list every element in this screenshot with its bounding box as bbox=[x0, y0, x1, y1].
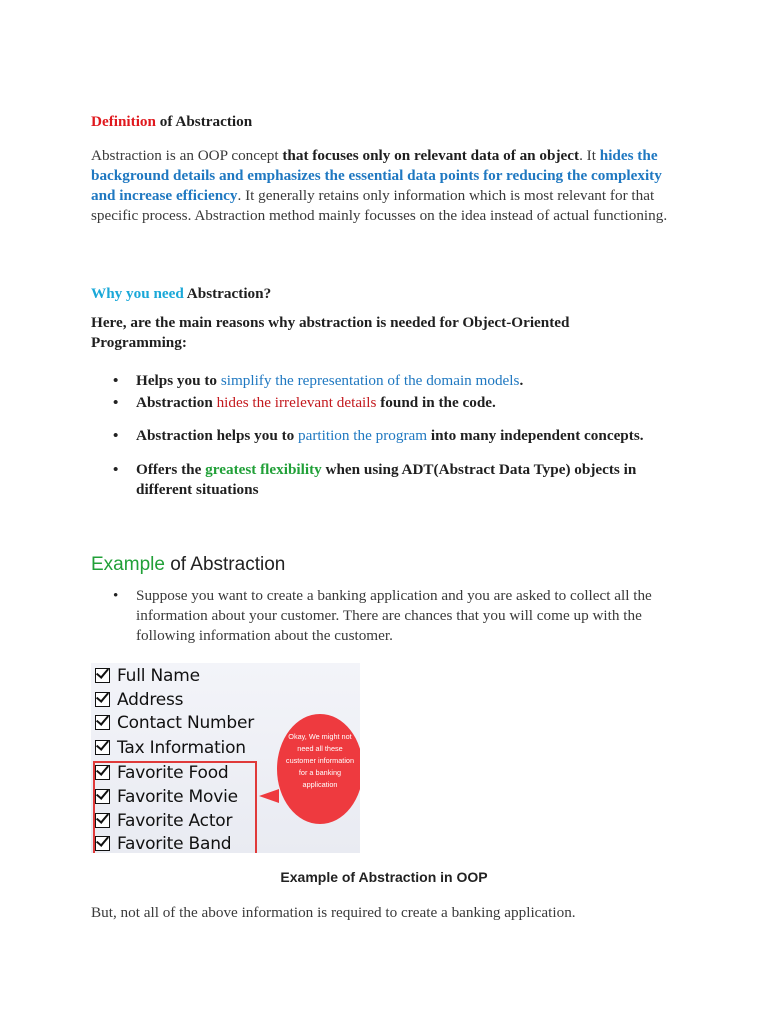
reason-text: Abstraction bbox=[136, 394, 217, 411]
example-list bbox=[91, 586, 677, 646]
definition-paragraph bbox=[91, 146, 671, 226]
example-heading bbox=[91, 555, 671, 575]
reason-highlight: hides the irrelevant details bbox=[216, 394, 377, 411]
figure-caption: Example of Abstraction in OOP bbox=[280, 869, 488, 885]
reason-item bbox=[91, 393, 671, 413]
example-bullet: • Suppose you want to create a banking application and you are asked to collect all the information about your customer. There are chances that you will come up with the following information about the customer. bbox=[91, 586, 677, 646]
definition-heading bbox=[91, 112, 671, 132]
closing-paragraph: But, not all of the above information is required to create a banking application. bbox=[91, 904, 576, 921]
checkbox-icon bbox=[95, 668, 110, 683]
checkbox-icon bbox=[95, 740, 110, 755]
reason-item bbox=[91, 426, 671, 446]
definition-text-1: Abstraction is an OOP concept bbox=[91, 147, 283, 164]
reason-highlight: partition the program bbox=[298, 427, 428, 444]
speech-bubble-tail bbox=[259, 789, 279, 803]
checklist-item bbox=[95, 664, 200, 687]
reason-text: . bbox=[519, 372, 524, 389]
reason-highlight: greatest flexibility bbox=[205, 461, 322, 478]
checklist-label: Favorite Movie bbox=[117, 786, 238, 807]
example-heading-highlight: Example bbox=[91, 554, 165, 575]
definition-bold: that focuses only on relevant data of an object bbox=[282, 147, 580, 164]
checklist-label: Favorite Actor bbox=[117, 810, 233, 831]
checklist-item bbox=[95, 688, 183, 711]
why-heading bbox=[91, 284, 671, 304]
reason-text: when using ADT(Abstract Data Type) objects in different situations bbox=[136, 461, 637, 498]
definition-text-2: . It bbox=[579, 147, 600, 164]
why-heading-rest: Abstraction? bbox=[183, 285, 272, 302]
checkbox-icon bbox=[95, 692, 110, 707]
checklist-label: Full Name bbox=[117, 665, 200, 686]
reason-text: Helps you to bbox=[136, 372, 221, 389]
reason-text: into many independent concepts. bbox=[427, 427, 644, 444]
why-heading-highlight: Why you need bbox=[91, 285, 184, 302]
checklist-label: Address bbox=[117, 689, 184, 710]
reason-item bbox=[91, 460, 671, 500]
checkbox-icon bbox=[95, 715, 110, 730]
checklist-label: Favorite Band bbox=[117, 833, 232, 853]
reason-item bbox=[91, 371, 671, 391]
checklist-item bbox=[95, 736, 246, 759]
definition-highlight: hides the background details and emphasizes the essential data points for reducing the complexity and increase efficiency bbox=[91, 147, 662, 204]
checklist-label: Favorite Food bbox=[117, 762, 229, 783]
speech-bubble: Okay, We might not need all these customer information for a banking application bbox=[277, 714, 360, 824]
checklist-label: Tax Information bbox=[117, 737, 246, 758]
definition-heading-highlight: Definition bbox=[91, 113, 156, 130]
reason-text: Offers the bbox=[136, 461, 206, 478]
reason-highlight: simplify the representation of the domain models bbox=[220, 372, 520, 389]
definition-text-3: . It generally retains only information which is most relevant for that specific process. Abstraction method mainly focusses on the idea instead of actual functioning. bbox=[91, 187, 668, 224]
reason-text: found in the code. bbox=[376, 394, 496, 411]
checklist-item bbox=[95, 711, 254, 734]
example-heading-rest: of Abstraction bbox=[164, 554, 286, 575]
why-intro: Here, are the main reasons why abstraction is needed for Object-Oriented Programming: bbox=[91, 314, 570, 351]
reasons-list bbox=[91, 371, 671, 500]
customer-info-figure bbox=[91, 663, 360, 853]
checklist-label: Contact Number bbox=[117, 712, 255, 733]
reason-text: Abstraction helps you to bbox=[136, 427, 299, 444]
irrelevant-items-frame bbox=[93, 761, 257, 853]
definition-heading-rest: of Abstraction bbox=[155, 113, 253, 130]
